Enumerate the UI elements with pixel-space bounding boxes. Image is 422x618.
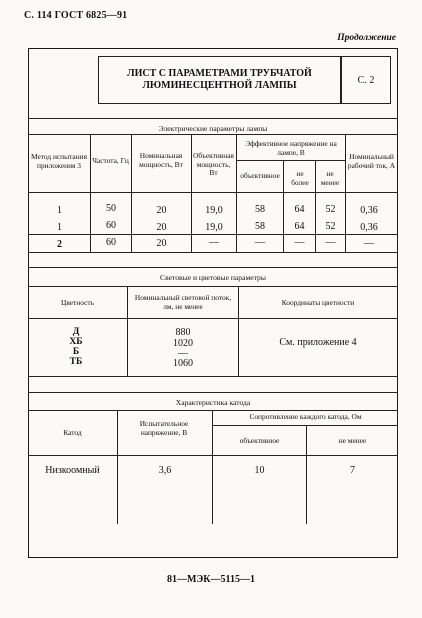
divider: [28, 267, 398, 268]
sub-header-not-less: не менее: [338, 436, 367, 445]
cell-method: 1: [57, 205, 62, 216]
chromaticity-note: См. приложение 4: [279, 337, 357, 348]
flux-value: 1020: [173, 338, 193, 349]
col-header-test-voltage: Испытательное напряжение, В: [139, 419, 189, 437]
cell-voltage-not-less: 52: [325, 204, 336, 215]
cell-objective-power: 19,0: [205, 222, 223, 233]
cell-nominal-power: 20: [156, 205, 167, 216]
divider: [28, 286, 398, 287]
divider: [28, 410, 398, 411]
cell-frequency: 60: [106, 220, 116, 231]
col-header-method: Метод испытания приложения 3: [30, 152, 88, 170]
electrical-section-title: Электрические параметры лампы: [158, 124, 268, 133]
cell-resistance-objective: 10: [254, 465, 265, 476]
light-section-title: Световые и цветовые параметры: [160, 273, 266, 282]
cell-voltage-not-more: 64: [294, 204, 305, 215]
color-code: ТБ: [69, 356, 83, 367]
col-header-objective-power: Объективная мощность, Вт: [193, 151, 234, 178]
cell-frequency: 60: [106, 237, 116, 248]
divider: [28, 318, 398, 319]
cell-cathode-type: Низкоомный: [45, 465, 100, 476]
cell-nominal-power: 20: [156, 222, 167, 233]
divider: [28, 134, 398, 135]
divider: [28, 234, 398, 235]
cell-voltage-not-more: 64: [294, 221, 305, 232]
cell-voltage-objective: 58: [255, 204, 265, 215]
col-header-frequency: Частота, Гц: [92, 156, 129, 165]
cell-current: —: [364, 238, 374, 249]
divider: [28, 118, 398, 119]
cell-current: 0,36: [360, 222, 378, 233]
sub-header-objective: объективное: [240, 171, 280, 180]
cell-resistance-not-less: 7: [350, 465, 355, 476]
cell-current: 0,36: [360, 205, 378, 216]
sub-header-not-more: не более: [291, 169, 309, 187]
col-header-nominal-current: Номинальный рабочий ток, А: [347, 152, 396, 170]
sheet-title: ЛИСТ С ПАРАМЕТРАМИ ТРУБЧАТОЙ ЛЮМИНЕСЦЕНТНОЙ ЛАМПЫ: [98, 56, 341, 104]
cell-voltage-not-more: —: [294, 237, 305, 248]
page-footer-code: 81—МЭК—5115—1: [167, 574, 255, 585]
cell-nominal-power: 20: [156, 238, 167, 249]
sheet-page-number: С. 2: [341, 56, 391, 104]
cell-objective-power: 19,0: [205, 205, 223, 216]
divider: [28, 192, 398, 193]
color-code: Б: [72, 346, 80, 357]
sub-header-objective: объективное: [239, 436, 280, 445]
cell-voltage-not-less: —: [325, 237, 336, 248]
col-header-resistance: Сопротивление каждого катода, Ом: [249, 412, 362, 421]
cell-objective-power: —: [209, 237, 219, 248]
color-code: ХБ: [69, 336, 83, 347]
cell-test-voltage: 3,6: [158, 465, 172, 476]
divider: [28, 455, 398, 456]
col-header-chromaticity: Координаты цветности: [281, 298, 355, 307]
col-header-luminous-flux: Номинальный световой поток, лм, не менее: [134, 293, 232, 311]
col-header-cathode: Катод: [63, 428, 82, 437]
divider: [212, 425, 398, 426]
cell-method: 2: [57, 239, 62, 250]
cell-voltage-objective: —: [255, 237, 265, 248]
divider: [28, 392, 398, 393]
col-header-nominal-power: Номинальная мощность, Вт: [139, 151, 183, 169]
color-code: Д: [72, 326, 80, 337]
divider: [28, 252, 398, 253]
flux-value: 1060: [173, 358, 193, 369]
page-header-continuation: Продолжение: [337, 33, 396, 43]
flux-value: 880: [175, 327, 191, 338]
cell-voltage-not-less: 52: [325, 221, 336, 232]
col-header-effective-voltage: Эффективное напряжение на лампе, В: [245, 139, 337, 157]
flux-value: —: [178, 348, 188, 359]
sub-header-not-less: не менее: [320, 169, 340, 187]
cell-method: 1: [57, 222, 62, 233]
page-header-left: С. 114 ГОСТ 6825—91: [24, 10, 128, 21]
cell-frequency: 50: [106, 203, 116, 214]
divider: [28, 376, 398, 377]
col-header-color: Цветность: [60, 298, 94, 307]
cell-voltage-objective: 58: [255, 221, 265, 232]
cathode-section-title: Характеристика катода: [175, 398, 251, 407]
divider: [236, 160, 345, 161]
